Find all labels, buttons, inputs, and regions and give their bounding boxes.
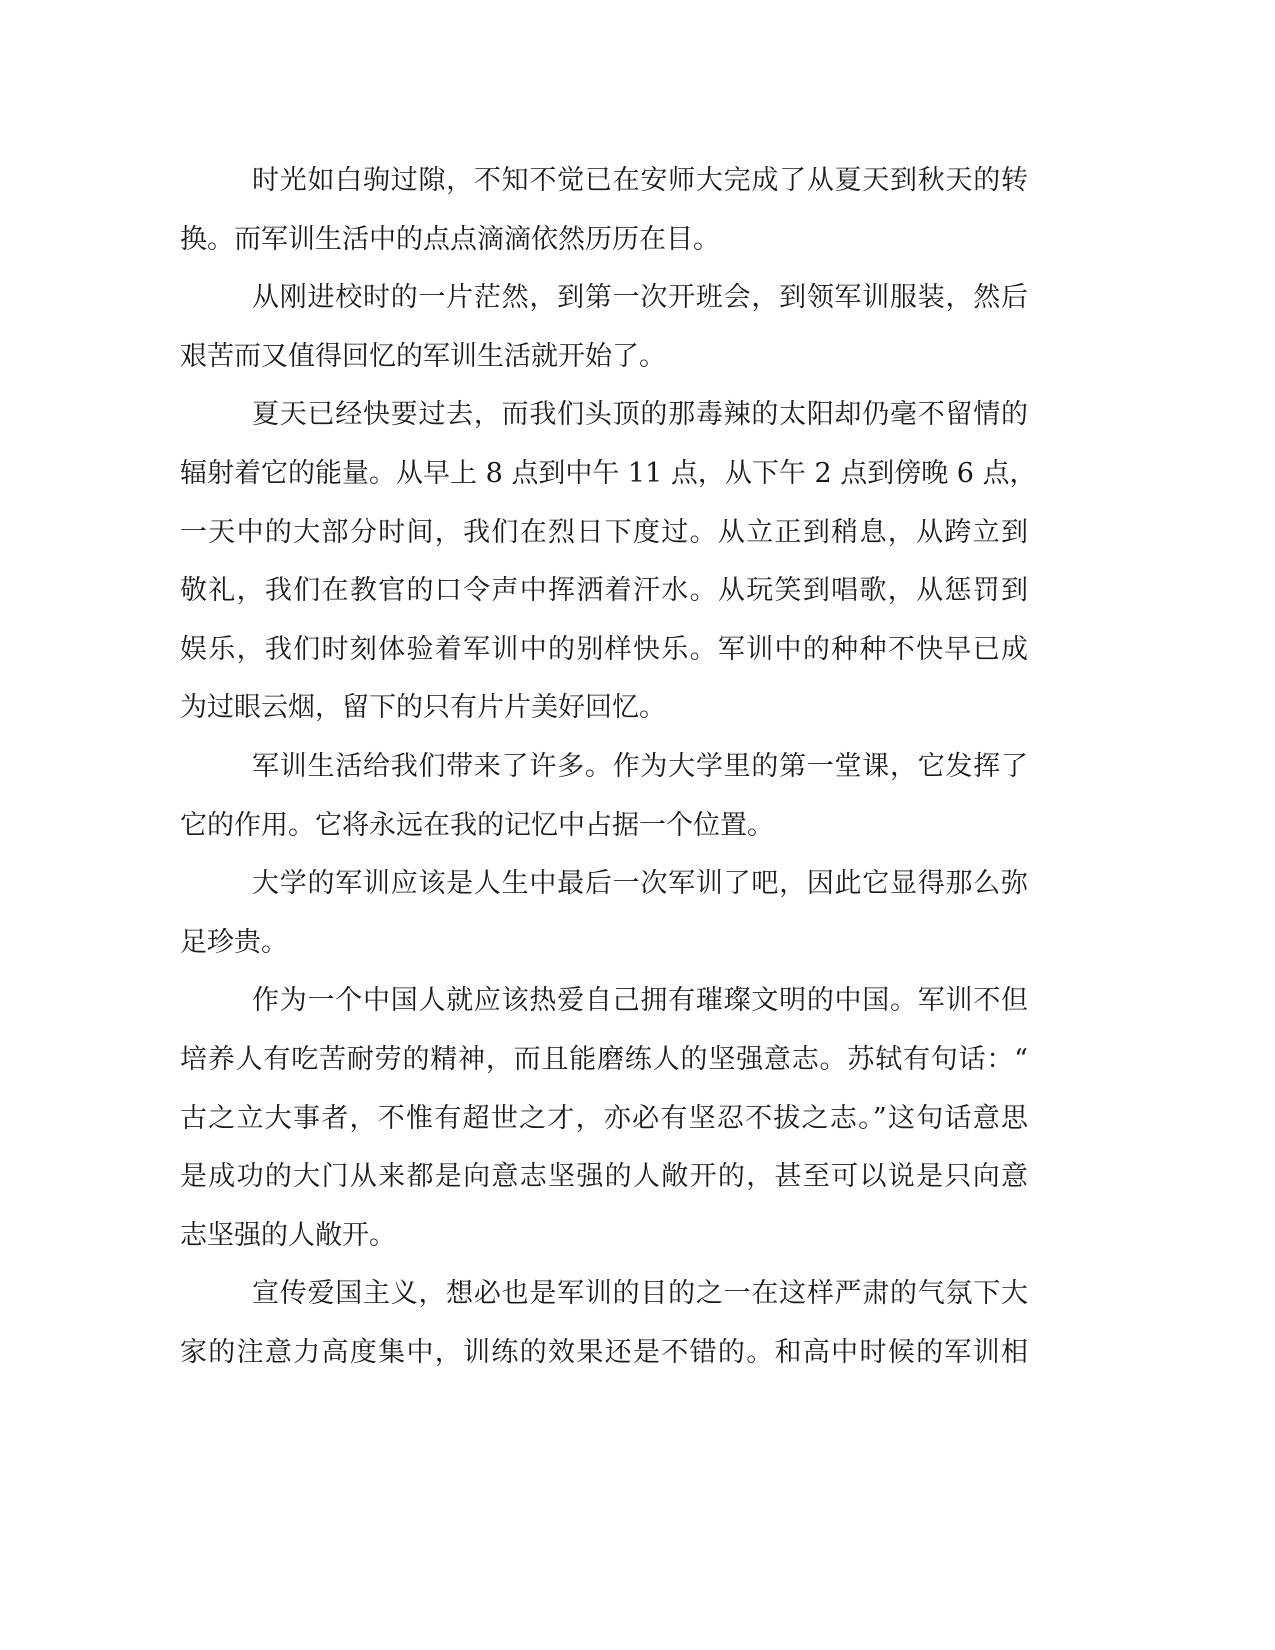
paragraph-1-line-2: 换。而军训生活中的点点滴滴依然历历在目。 [180, 223, 720, 255]
paragraph-3-line-5: 娱乐，我们时刻体验着军训中的别样快乐。军训中的种种不快早已成 [180, 633, 1028, 665]
paragraph-4-line-1: 军训生活给我们带来了许多。作为大学里的第一堂课，它发挥了 [252, 750, 1028, 782]
paragraph-6-line-3: 古之立大事者，不惟有超世之才，亦必有坚忍不拔之志。”这句话意思 [180, 1102, 1028, 1134]
paragraph-6-line-2: 培养人有吃苦耐劳的精神，而且能磨练人的坚强意志。苏轼有句话：“ [180, 1043, 1028, 1075]
paragraph-2-line-2: 艰苦而又值得回忆的军训生活就开始了。 [180, 340, 666, 372]
paragraph-3-line-2: 辐射着它的能量。从早上 8 点到中午 11 点，从下午 2 点到傍晚 6 点， [180, 457, 1037, 489]
paragraph-3-line-1: 夏天已经快要过去，而我们头顶的那毒辣的太阳却仍毫不留情的 [252, 399, 1028, 431]
paragraph-3-line-3: 一天中的大部分时间，我们在烈日下度过。从立正到稍息，从跨立到 [180, 516, 1028, 548]
paragraph-1-line-1: 时光如白驹过隙，不知不觉已在安师大完成了从夏天到秋天的转 [252, 165, 1028, 196]
paragraph-7-line-1: 宣传爱国主义，想必也是军训的目的之一在这样严肃的气氛下大 [252, 1278, 1028, 1310]
document-body [180, 152, 1037, 1382]
paragraph-6-line-1: 作为一个中国人就应该热爱自己拥有璀璨文明的中国。军训不但 [252, 985, 1028, 1017]
paragraph-7-line-2: 家的注意力高度集中，训练的效果还是不错的。和高中时候的军训相 [180, 1336, 1028, 1368]
paragraph-6-line-5: 志坚强的人敞开。 [180, 1219, 396, 1251]
paragraph-5-line-2: 足珍贵。 [180, 926, 288, 958]
paragraph-3-line-4: 敬礼，我们在教官的口令声中挥洒着汗水。从玩笑到唱歌，从惩罚到 [180, 575, 1028, 607]
paragraph-4-line-2: 它的作用。它将永远在我的记忆中占据一个位置。 [180, 809, 774, 841]
paragraph-6-line-4: 是成功的大门从来都是向意志坚强的人敞开的，甚至可以说是只向意 [180, 1161, 1028, 1193]
paragraph-3-line-6: 为过眼云烟，留下的只有片片美好回忆。 [180, 692, 666, 724]
paragraph-5-line-1: 大学的军训应该是人生中最后一次军训了吧，因此它显得那么弥 [252, 868, 1028, 900]
paragraph-2-line-1: 从刚进校时的一片茫然，到第一次开班会，到领军训服装，然后 [252, 282, 1028, 314]
